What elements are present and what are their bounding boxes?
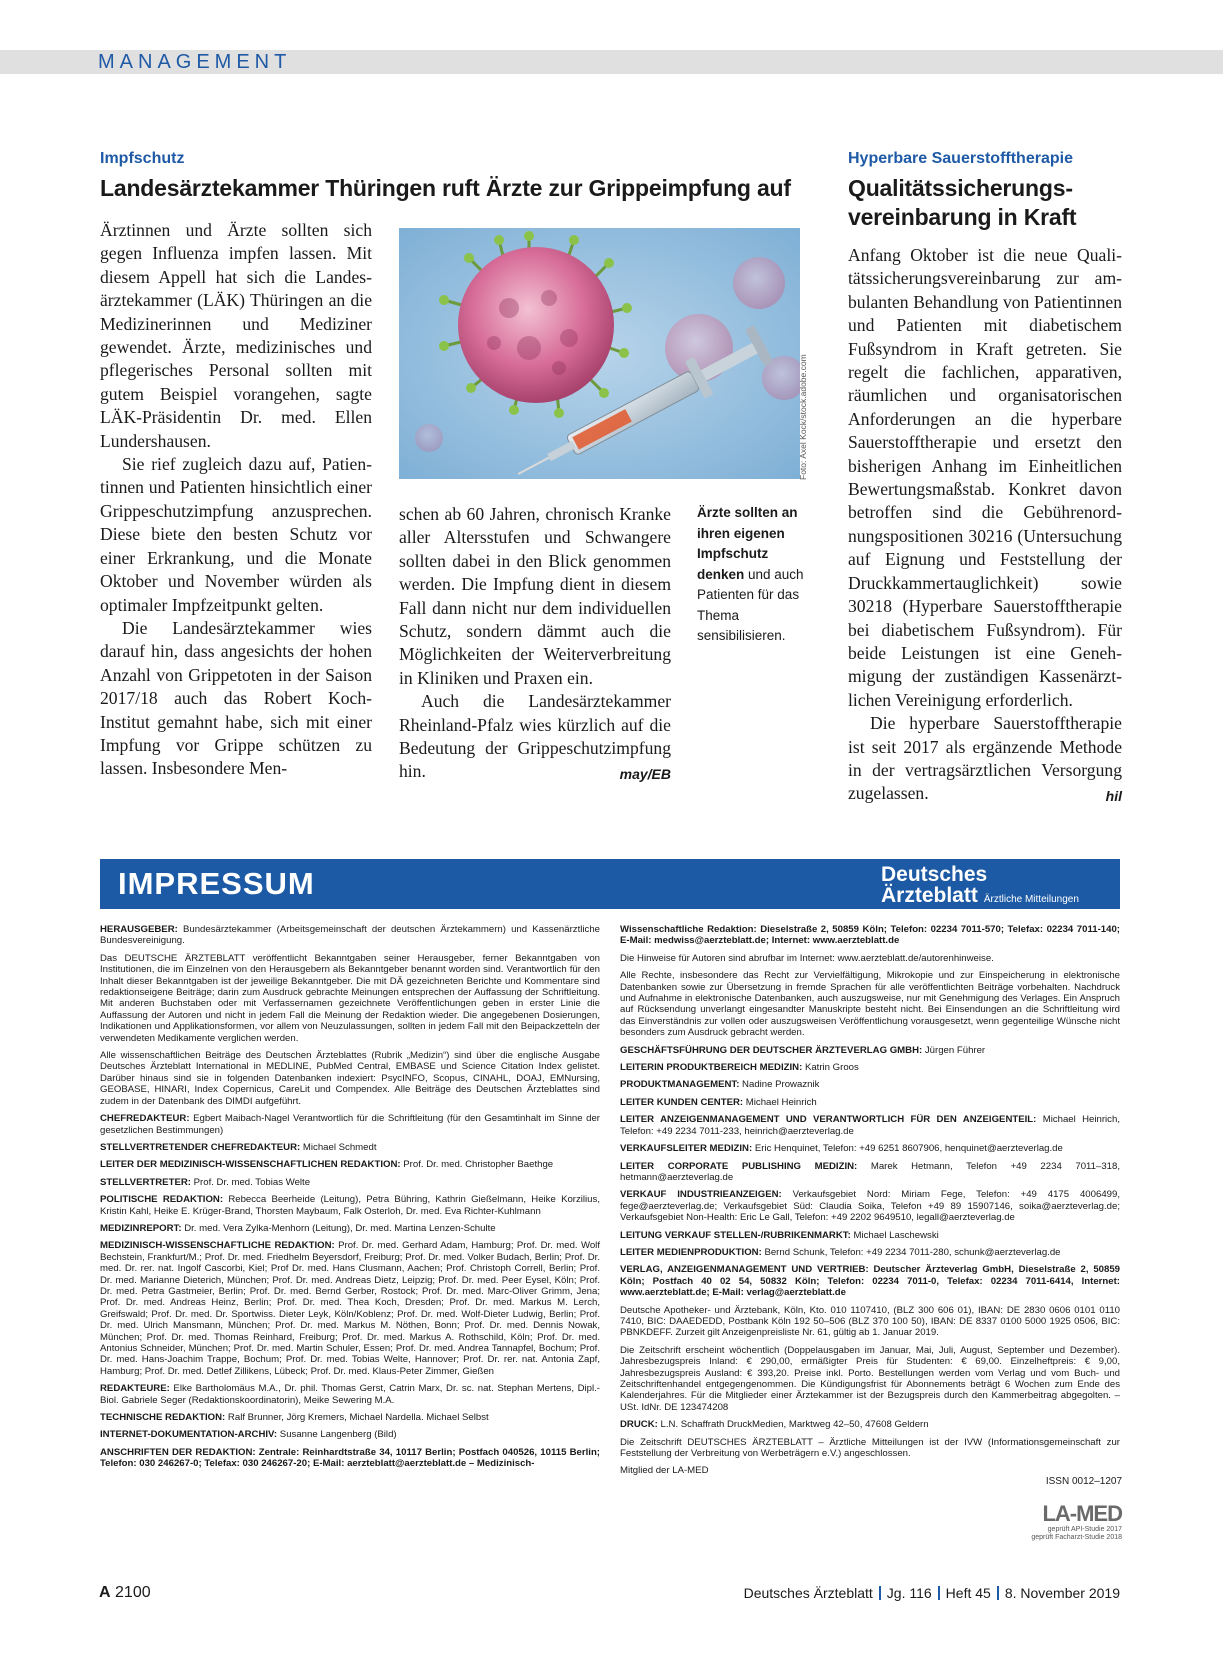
article1-column-1 [100, 219, 372, 781]
article2-body [848, 244, 1122, 809]
impressum-entry: Mitglied der LA-MED [620, 1465, 709, 1477]
article1-paragraph: Sie rief zugleich dazu auf, Patientinnen und Patienten hinsichtlich einer Grippeschutzimpfung anzusprechen. Diese biete den besten Schutz vor einer Erkrankung, und die Monate Oktober und November würden als optimaler Impfzeitpunkt gelten. [100, 454, 372, 615]
impressum-entry: LEITER MEDIENPRODUKTION: Bernd Schunk, Telefon: +49 2234 7011-280, schunk@aerzteverlag.de [620, 1246, 1061, 1258]
impressum-entry: STELLVERTRETER: Prof. Dr. med. Tobias Welte [100, 1176, 311, 1188]
vaccine-virus-illustration [399, 228, 800, 479]
impressum-left-column [100, 924, 600, 1476]
article1-paragraph: Ärztinnen und Ärzte sollten sich gegen Influenza impfen lassen. Mit diesem Appell hat sich die Landesärztekammer (LÄK) Thüringen an die Medizinerinnen und Mediziner gewendet. Ärzte, medizinisches und pflegerisches Personal sollten mit gutem Beispiel vorangehen, sagte LÄK-Präsidentin Dr. med. Ellen Lundershausen. [100, 220, 372, 451]
impressum-entry: Die Zeitschrift erscheint wöchentlich (Doppelausgaben im Januar, Mai, Juli, August, September und Dezember). Jahresbezugspreis Inland: € 290,00, ermäßigter Preis für Studenten: € 69,00. Einzelheftpreis: € 9,00, Jahresbezugspreis Ausland: € 393,20. Preise inkl. Porto. Bestellungen werden vom Verlag und vom Buch- und Zeitschriftenhandel entgegengenommen. Die Kündigungsfrist für Abonnements beträgt 6 Wochen zum Ende des Kalenderjahres. Für die Mitglieder einer Ärztekammer ist der Bezugspreis durch den Kammerbeitrag abgegolten. – USt. IdNr. DE 123474208 [620, 1344, 1120, 1413]
impressum-entry: Die Zeitschrift DEUTSCHES ÄRZTEBLATT – Ärztliche Mitteilungen ist der IVW (Informationsgemeinschaft zur Feststellung der Verbreitung von Werbeträgern e.V.) angeschlossen. [620, 1436, 1120, 1460]
impressum-entry: LEITER ANZEIGENMANAGEMENT UND VERANTWORTLICH FÜR DEN ANZEIGENTEIL: Michael Heinrich, Telefon: +49 2234 7011-233, heinrich@aerzteverlag.de [620, 1114, 1120, 1137]
impressum-entry: POLITISCHE REDAKTION: Rebecca Beerheide (Leitung), Petra Bühring, Kathrin Gießelmann, Heike Korzilius, Kristin Kahl, Heike E. Krüger-Brand, Thorsten Maybaum, Falk Osterloh, Dr. med. Eva Richter-Kuhlmann [100, 1194, 600, 1217]
impressum-title: IMPRESSUM [118, 866, 315, 901]
impressum-entry: Alle wissenschaftlichen Beiträge des Deutschen Ärzteblattes (Rubrik „Medizin“) sind über die englische Ausgabe Deutsches Ärzteblatt International in MEDLINE, PubMed Central, EMBASE und Science Citation Index gelistet. Darüber hinaus sind sie in folgenden Datenbanken indexiert: PsycINFO, Scopus, CINAHL, DOAJ, EMNursing, GEOBASE, HINARI, Index Copernicus, CareLit und Compendex. Alle Beiträge des Deutschen Ärzteblattes sind zudem in der Datenbank des DIMDI aufgeführt. [100, 1050, 600, 1107]
impressum-header [100, 859, 1120, 909]
image-caption [697, 503, 807, 647]
article2-signature: hil [1105, 788, 1122, 805]
article2-paragraph: Anfang Oktober ist die neue Qualitätssicherungsvereinbarung zur ambulanten Behandlung von Patientinnen und Patienten mit diabetischem Fußsyndrom in Kraft getreten. Sie regelt die fachlichen, apparativen, räumlichen und organisatorischen Anforderungen an die hyperbare Sauerstofftherapie und ersetzt den bisherigen Anhang im Einheitlichen Bewertungsmaßstab. Konkret davon betroffen sind die Gebührenordnungspositionen 30216 (Untersuchung auf Eignung und Feststellung der Druckkammertauglichkeit) sowie 30218 (Hyperbare Sauerstofftherapie bei diabetischem Fußsyndrom). Für beide Leistungen ist eine Genehmigung der zuständigen Kassenärztlichen Vereinigung erforderlich. [848, 245, 1122, 710]
article1-paragraph: Auch die Landesärztekammer Rheinland-Pfalz wies kürzlich auf die Bedeutung der Grippeschutzimpfung hin. may/EB [399, 690, 671, 784]
impressum-entry: Deutsche Apotheker- und Ärztebank, Köln, Kto. 010 1107410, (BLZ 300 606 01), IBAN: DE 2830 0606 0101 0110 7410, BIC: DAAEDEDD, Postbank Köln 192 50–506 (BLZ 370 100 50), IBAN: DE 8337 0100 5000 1925 0506, BIC: PBNKDEFF. Zurzeit gilt Anzeigenpreisliste Nr. 61, gültig ab 1. Januar 2019. [620, 1304, 1120, 1339]
impressum-entry: LEITUNG VERKAUF STELLEN-/RUBRIKENMARKT: Michael Laschewski [620, 1229, 939, 1241]
impressum-entry: STELLVERTRETENDER CHEFREDAKTEUR: Michael Schmedt [100, 1141, 377, 1153]
impressum-entry: VERLAG, ANZEIGENMANAGEMENT UND VERTRIEB: Deutscher Ärzteverlag GmbH, Dieselstraße 2, 50859 Köln; Postfach 40 02 54, 50832 Köln; Telefon: 02234 7011-0, Telefax: 02234 7011-6414, Internet: www.aerzteblatt.de; E-Mail: verlag@aerzteblatt.de [620, 1264, 1120, 1299]
article1-paragraph: schen ab 60 Jahren, chronisch Kranke aller Altersstufen und Schwangere sollten dabei in den Blick genommen werden. Die Impfung dient in diesem Fall dann nicht nur dem individuellen Schutz, sondern dämmt auch die Möglichkeiten der Weiterverbreitung in Kliniken und Praxen ein. [399, 504, 671, 688]
article1-headline: Landesärztekammer Thüringen ruft Ärzte zur Grippeimpfung auf [100, 175, 791, 201]
impressum-entry: ANSCHRIFTEN DER REDAKTION: Zentrale: Reinhardtstraße 34, 10117 Berlin; Postfach 040526, 10115 Berlin; Telefon: 030 246267-0; Telefax: 030 246267-20; E-Mail: aerzteblatt@aerzteblatt.de – Medizinisch- [100, 1446, 600, 1470]
impressum-entry: PRODUKTMANAGEMENT: Nadine Prowaznik [620, 1079, 820, 1091]
caption-bold: Ärzte sollten an ihren eigenen Impfschutz denken [697, 505, 798, 582]
impressum-entry: CHEFREDAKTEUR: Egbert Maibach-Nagel Verantwortlich für die Schriftleitung (für den Gesamtinhalt im Sinne der gesetzlichen Bestimmungen) [100, 1113, 600, 1136]
impressum-entry: Die Hinweise für Autoren sind abrufbar im Internet: www.aerzteblatt.de/autorenhinweise. [620, 952, 994, 964]
impressum-entry: Alle Rechte, insbesondere das Recht zur Vervielfältigung, Mikrokopie und zur Einspeicherung in elektronische Datenbanken sowie zur Übersetzung in fremde Sprachen für alle veröffentlichten Beiträge vorbehalten. Nachdruck und Aufnahme in elektronische Datenbanken, auch auszugsweise, nur mit Genehmigung des Verlages. Ein Anspruch auf Rücksendung unverlangt eingesandter Manuskripte besteht nicht. Bei Einsendungen an die Schriftleitung wird das Einverständnis zur vollen oder auszugsweisen Veröffentlichung vorausgesetzt, wenn gegenteilige Wünsche nicht besonders zum Ausdruck gebracht werden. [620, 970, 1120, 1039]
article2-headline: Qualitätssicherungs- vereinbarung in Kraft [848, 175, 1077, 230]
article2-paragraph: Die hyperbare Sauerstofftherapie ist seit 2017 als ergänzende Methode in der vertragsärztlichen Versorgung zugelassen. hil [848, 712, 1122, 806]
article2-kicker: Hyperbare Sauerstofftherapie [848, 150, 1073, 167]
impressum-entry: LEITER DER MEDIZINISCH-WISSENSCHAFTLICHEN REDAKTION: Prof. Dr. med. Christopher Baethge [100, 1159, 554, 1171]
photo-credit: Foto: Axel Kock/stock.adobe.com [798, 354, 808, 480]
impressum-entry: LEITERIN PRODUKTBEREICH MEDIZIN: Katrin Groos [620, 1062, 859, 1074]
publication-info: Deutsches Ärzteblatt Jg. 116 Heft 45 8. November 2019 [743, 1585, 1120, 1601]
impressum-entry: LEITER KUNDEN CENTER: Michael Heinrich [620, 1096, 817, 1108]
impressum-entry: VERKAUFSLEITER MEDIZIN: Eric Henquinet, Telefon: +49 6251 8607906, henquinet@aerzteverlag.de [620, 1143, 1063, 1155]
article1-kicker: Impfschutz [100, 150, 185, 167]
impressum-entry: HERAUSGEBER: Bundesärztekammer (Arbeitsgemeinschaft der deutschen Ärztekammern) und Kassenärztliche Bundesvereinigung. [100, 924, 600, 947]
impressum-entry: INTERNET-DOKUMENTATION-ARCHIV: Susanne Langenberg (Bild) [100, 1429, 397, 1441]
impressum-entry: MEDIZINISCH-WISSENSCHAFTLICHE REDAKTION: Prof. Dr. med. Gerhard Adam, Hamburg; Prof. Dr. med. Wolf Bechstein, Frankfurt/M.; Prof. Dr. med. Friedhelm Beyersdorf, Freiburg; Prof. Dr. med. Volker Budach, Berlin; Prof. Dr. med. Dr. rer. nat. Ingolf Cascorbi, Kiel; Prof Dr. med. Hans Clusmann, Aachen; Prof. Christoph Correll, Berlin; Prof. Dr. med. Marianne Dieterich, München; Prof. Dr. med. Andreas Dietz, Leipzig; Prof. Dr. med. Peer Eysel, Köln; Prof. Dr. med. Petra Gastmeier, Berlin; Prof. Dr. med. Bernd Gerber, Rostock; Prof. Dr. med. Marc-Oliver Grimm, Jena; Prof. Dr. med. Andreas Heinz, Berlin; Prof. Dr. med. Thea Koch, Dresden; Prof. Dr. med. Markus M. Lerch, Greifswald; Prof. Dr. med. Dr. Sportwiss. Dieter Leyk, Köln/Koblenz; Prof. Dr. med. Wolf-Dieter Ludwig, Berlin; Prof. Dr. med. Ulrich Mansmann, München; Prof. Dr. med. Markus M. Nöthen, Bonn; Prof. Dr. med. Dennis Nowak, München; Prof. Dr. med. Thomas Reinhard, Freiburg; Prof. Dr. med. Markus A. Rothschild, Köln; Prof. Dr. med. Antonius Schneider, München; Prof. Dr. med. Martin Schuler, Essen; Prof. Dr. med. Andrea Tannapfel, Bochum; Prof. Dr. med. Hans-Joachim Trappe, Bochum; Prof. Dr. med. Tobias Welte, Hannover; Prof. Dr. rer. nat. Antonia Zapf, Hamburg; Prof. Dr. med. Detlef Zillikens, Lübeck; Prof. Dr. med. Klaus-Peter Zimmer, Gießen [100, 1240, 600, 1377]
impressum-entry: REDAKTEURE: Elke Bartholomäus M.A., Dr. phil. Thomas Gerst, Catrin Marx, Dr. sc. nat. Stephan Mertens, Dipl.-Biol. Gabriele Seger (Redaktionskoordinatorin), Meike Sewering M.A. [100, 1383, 600, 1406]
article1-paragraph: Die Landesärztekammer wies darauf hin, dass angesichts der hohen Anzahl von Grippetoten in der Saison 2017/18 auch das Robert Koch-Institut gemahnt habe, sich mit einer Impfung vor Grippe schützen zu lassen. Insbesondere Men- [100, 617, 372, 779]
section-label: MANAGEMENT [98, 51, 292, 73]
issn: ISSN 0012–1207 [1045, 1476, 1122, 1487]
impressum-entry: DRUCK: L.N. Schaffrath DruckMedien, Marktweg 42–50, 47608 Geldern [620, 1419, 929, 1431]
impressum-entry: GESCHÄFTSFÜHRUNG DER DEUTSCHER ÄRZTEVERLAG GMBH: Jürgen Führer [620, 1044, 986, 1056]
page-number: A 2100 [99, 1584, 151, 1601]
impressum-entry: Das DEUTSCHE ÄRZTEBLATT veröffentlicht Bekanntgaben seiner Herausgeber, ferner Bekanntgaben von Institutionen, die im Einzelnen von den Herausgebern als Bekanntgeber benannt worden sind. Verantwortlich für den Inhalt dieser Bekanntgaben ist der jeweilige Bekanntgeber. Die mit DÄ gezeichneten Berichte und Kommentare sind redaktionseigene Beiträge; darin zum Ausdruck gebrachte Meinungen entsprechen der Auffassung der Schriftleitung. Mit anderen Buchstaben oder mit Verfassernamen gezeichnete Veröffentlichungen geben in erster Linie die Auffassung der Autoren und nicht in jedem Fall die Meinung der Redaktion wieder. Die angegebenen Dosierungen, Indikationen und Applikationsformen, vor allem von Neuzulassungen, sollten in jedem Fall mit den Beipackzetteln der verwendeten Medikamente verglichen werden. [100, 952, 600, 1044]
article1-signature: may/EB [619, 766, 671, 783]
deutsches-aerzteblatt-logo: Deutsches Ärzteblatt Ärztliche Mitteilungen [881, 863, 1079, 907]
vaccine-virus-image [399, 228, 800, 479]
la-med-logo: LA-MED geprüft API-Studie 2017 geprüft Facharzt-Studie 2018 [1031, 1501, 1122, 1541]
impressum-right-column [620, 924, 1120, 1483]
impressum-entry: LEITER CORPORATE PUBLISHING MEDIZIN: Marek Hetmann, Telefon +49 2234 7011–318, hetmann@aerzteverlag.de [620, 1160, 1120, 1183]
caption-text: und auch Patienten für das Thema sensibilisieren. [697, 566, 804, 643]
article1-column-2 [399, 503, 671, 787]
impressum-entry: MEDIZINREPORT: Dr. med. Vera Zylka-Menhorn (Leitung), Dr. med. Martina Lenzen-Schulte [100, 1222, 496, 1234]
impressum-entry: VERKAUF INDUSTRIEANZEIGEN: Verkaufsgebiet Nord: Miriam Fege, Telefon: +49 4175 4006499, fege@aerzteverlag.de; Verkaufsgebiet Süd: Claudia Soika, Telefon +49 89 15907146, soika@aerzteverlag.de; Verkaufsgebiet Non-Health: Eric Le Gall, Telefon: +49 2202 9649510, legall@aerzteverlag.de [620, 1189, 1120, 1224]
impressum-entry: Wissenschaftliche Redaktion: Dieselstraße 2, 50859 Köln; Telefon: 02234 7011-570; Telefax: 02234 7011-140; E-Mail: medwiss@aerzteblatt.de; Internet: www.aerzteblatt.de [620, 924, 1120, 947]
impressum-entry: TECHNISCHE REDAKTION: Ralf Brunner, Jörg Kremers, Michael Nardella. Michael Selbst [100, 1412, 489, 1424]
